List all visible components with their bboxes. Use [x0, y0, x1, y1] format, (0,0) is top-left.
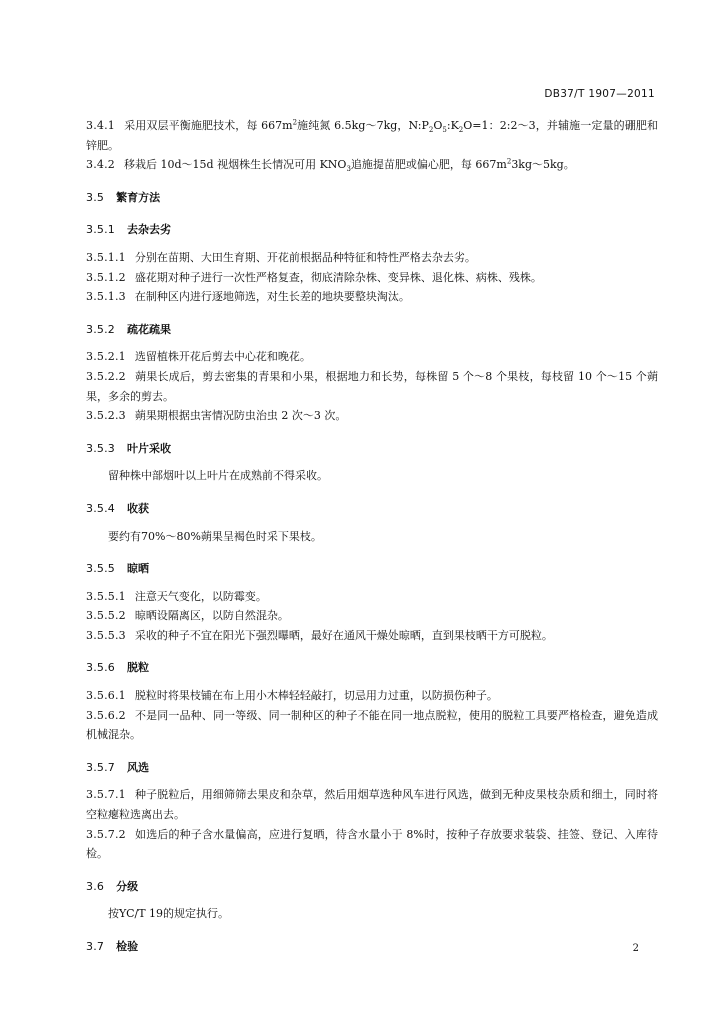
clause-3-5-7-1: 3.5.7.1 种子脱粒后，用细筛筛去果皮和杂草，然后用烟草选种风车进行风选，做到无种皮果枝杂质和细土，同时将空粒瘪粒选离出去。 [86, 788, 658, 822]
standard-code-header: DB37/T 1907—2011 [544, 88, 655, 100]
clause-3-5-1-1: 3.5.1.1 分别在苗期、大田生育期、开花前根据品种特征和特性严格去杂去劣。 [86, 250, 476, 264]
clause-number: 3.4.1 [86, 119, 115, 132]
heading-3-7: 3.7 检验 [86, 940, 139, 953]
clause-3-5-1-3: 3.5.1.3 在制种区内进行逐地筛选，对生长差的地块要整块淘汰。 [86, 290, 410, 304]
heading-3-5-7: 3.5.7 风选 [86, 760, 149, 774]
clause-number: 3.4.2 [86, 158, 115, 172]
clause-3-4-1: 3.4.1 采用双层平衡施肥技术，每 $667m^2$施纯氮 6.5kg～7kg，$N:P_2O_5:K_2O=1$：2:2～3，并辅施一定量的硼肥和锌肥。 [86, 116, 658, 155]
heading-3-5-3: 3.5.3 叶片采收 [86, 441, 171, 455]
heading-3-6: 3.6 分级 [86, 879, 139, 893]
clause-3-5-7-2: 3.5.7.2 如选后的种子含水量偏高，应进行复晒，待含水量小于 8%时，按种子存放要求装袋、挂签、登记、入库待检。 [86, 827, 658, 861]
heading-3-5-4: 3.5.4 收获 [86, 501, 149, 515]
clause-3-5-2-1: 3.5.2.1 选留植株开花后剪去中心花和晚花。 [86, 350, 311, 364]
heading-3-5-6: 3.5.6 脱粒 [86, 661, 149, 675]
clause-3-5-5-1: 3.5.5.1 注意天气变化，以防霉变。 [86, 589, 267, 603]
page-number: 2 [632, 943, 639, 954]
clause-3-5-6-1: 3.5.6.1 脱粒时将果枝铺在布上用小木棒轻轻敲打，切忌用力过重，以防损伤种子。 [86, 689, 498, 703]
document-body [86, 116, 658, 965]
clause-3-5-2-2: 3.5.2.2 蒴果长成后，剪去密集的青果和小果，根据地力和长势，每株留 5 个～8 个果枝，每枝留 10 个～15 个蒴果，多余的剪去。 [86, 369, 658, 403]
heading-3-5: 3.5 繁育方法 [86, 190, 161, 204]
clause-3-6-text: 按YC/T 19的规定执行。 [108, 907, 230, 921]
clause-3-5-3-text: 留种株中部烟叶以上叶片在成熟前不得采收。 [108, 469, 328, 483]
heading-3-5-2: 3.5.2 疏花疏果 [86, 322, 171, 336]
clause-3-5-5-3: 3.5.5.3 采收的种子不宜在阳光下强烈曝晒，最好在通风干燥处晾晒，直到果枝晒干方可脱粒。 [86, 628, 553, 642]
clause-3-5-6-2: 3.5.6.2 不是同一品种、同一等级、同一制种区的种子不能在同一地点脱粒，使用的脱粒工具要严格检查，避免造成机械混杂。 [86, 708, 658, 742]
clause-3-4-2: 3.4.2 移栽后 10d～15d 视烟株生长情况可用 $KNO_3$追施提苗肥或偏心肥，每 $667m^23kg\sim 5kg$。 [86, 155, 658, 175]
clause-3-5-4-text: 要约有70%～80%蒴果呈褐色时采下果枝。 [108, 529, 322, 543]
clause-3-5-1-2: 3.5.1.2 盛花期对种子进行一次性严格复查，彻底清除杂株、变异株、退化株、病株、残株。 [86, 270, 542, 284]
clause-3-5-2-3: 3.5.2.3 蒴果期根据虫害情况防虫治虫 2 次～3 次。 [86, 409, 347, 423]
heading-3-5-5: 3.5.5 晾晒 [86, 562, 149, 576]
heading-3-5-1: 3.5.1 去杂去劣 [86, 223, 171, 237]
clause-3-5-5-2: 3.5.5.2 晾晒设隔离区，以防自然混杂。 [86, 609, 289, 623]
